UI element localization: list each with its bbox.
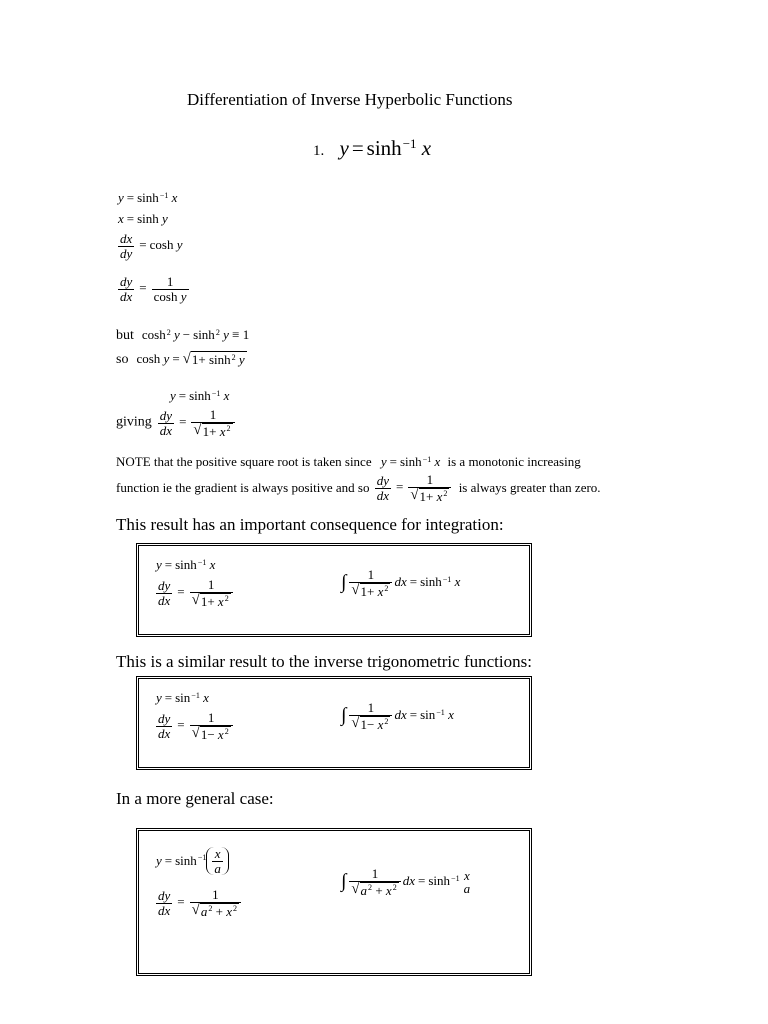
box1-int-rhs-pow: −1 — [442, 574, 452, 584]
box3-parentheses — [206, 847, 229, 875]
note-l2-post: is always greater than zero. — [458, 480, 601, 496]
note-rnum: 1 — [426, 472, 434, 487]
giving-word: giving — [116, 414, 152, 430]
box2-derivative — [154, 711, 235, 741]
d3-num: dx — [120, 231, 133, 246]
box1-integral — [341, 568, 460, 598]
page-title: Differentiation of Inverse Hyperbolic Functions — [187, 90, 513, 109]
box3-int-root-sign: √ — [351, 881, 360, 898]
box1-y: y — [156, 557, 162, 572]
box3-int-rad-x: x — [385, 882, 392, 898]
box3-int-rhs-den: a — [463, 881, 471, 897]
box1-root-sign: √ — [191, 592, 200, 609]
box3-derivative — [154, 888, 243, 918]
box2-pow: −1 — [191, 690, 200, 700]
so-fn: cosh — [136, 351, 161, 366]
box1-pow: −1 — [197, 557, 207, 567]
box1-int-rhs-fn: sinh — [420, 574, 442, 590]
box1-rad-var: x — [217, 593, 224, 609]
box3-num: dy — [158, 888, 171, 903]
box2-int-rad: 1− — [360, 716, 375, 732]
box2-integral-sign: ∫ — [341, 705, 347, 727]
box3-int-eq: = — [418, 873, 426, 889]
box3-pow: −1 — [197, 852, 207, 862]
but-word: but — [116, 328, 134, 343]
giving-eq: = — [179, 414, 187, 430]
so-var: y — [163, 351, 170, 366]
note-root-sign: √ — [410, 487, 419, 504]
but-v2: y — [223, 327, 229, 342]
box3-rad-x-pow: 2 — [232, 904, 238, 914]
box1-rad: 1+ — [200, 593, 215, 609]
d2-fn: sinh — [137, 211, 159, 226]
box2-rad-var: x — [217, 726, 224, 742]
box2-rad: 1− — [200, 726, 215, 742]
box2-rnum: 1 — [207, 710, 215, 725]
box2-deq: = — [177, 717, 185, 733]
d3-fn: cosh — [149, 237, 174, 253]
d4-rnum: 1 — [166, 274, 174, 289]
giving-top-fn: sinh — [189, 388, 211, 403]
note-line-1 — [116, 454, 581, 470]
d4-num: dy — [120, 274, 133, 289]
but-line — [116, 326, 249, 344]
so-root-sign: √ — [182, 351, 191, 367]
but-t1: cosh — [141, 327, 166, 342]
box3-y-line — [156, 847, 229, 875]
box1-int-rad: 1+ — [360, 583, 375, 599]
giving-top — [170, 388, 229, 404]
box1-int-num: 1 — [367, 567, 375, 582]
box3-y: y — [156, 853, 162, 869]
giving-line — [116, 408, 237, 438]
box1-var: x — [209, 557, 216, 572]
box2-int-root-sign: √ — [351, 715, 360, 732]
box1-derivative — [154, 578, 235, 608]
d2-eq: = — [126, 211, 135, 226]
box3-int-rhs-num: x — [463, 867, 470, 883]
so-rad-pow: 2 — [231, 352, 236, 362]
note-eq-pow: −1 — [422, 454, 432, 464]
so-rad-one: 1+ — [191, 352, 206, 368]
box3-den: dx — [158, 902, 171, 918]
d4-rden-fn: cosh — [153, 288, 178, 304]
giving-den: dx — [159, 422, 173, 438]
box2-int-eq: = — [409, 707, 418, 723]
box1-integral-sign: ∫ — [341, 572, 347, 594]
box1-int-dx: dx — [394, 574, 407, 590]
box2-int-rad-pow: 2 — [384, 717, 389, 727]
d4-rden-var: y — [180, 288, 187, 304]
heading-x: x — [421, 136, 432, 160]
box2-int-dx: dx — [394, 707, 407, 723]
giving-rad-var: x — [219, 423, 226, 439]
box1-int-rad-var: x — [377, 583, 384, 599]
derivation-line-3 — [116, 232, 183, 260]
giving-top-eq: = — [178, 388, 187, 403]
box3-rad-plus: + — [215, 903, 223, 919]
box3-rad-a: a — [200, 903, 208, 919]
box3-rad-x: x — [226, 903, 232, 919]
paragraph-trig: This is a similar result to the inverse trigonometric functions: — [116, 652, 532, 671]
note-rad-var: x — [436, 488, 443, 504]
note-l1-pre: NOTE that the positive square root is taken since — [116, 454, 372, 469]
box3-int-rad-a: a — [360, 882, 368, 898]
box1-int-root-sign: √ — [351, 582, 360, 599]
box1-num: dy — [158, 578, 171, 593]
so-radical — [183, 351, 247, 367]
giving-rad: 1+ — [202, 423, 217, 439]
so-eq: = — [172, 351, 180, 366]
box1-fn: sinh — [175, 557, 197, 572]
note-frac-eq: = — [395, 479, 404, 495]
d4-rhs-fraction — [152, 275, 189, 303]
d1-eq: = — [126, 190, 135, 205]
d2-var: y — [162, 211, 168, 226]
heading-pow: −1 — [402, 135, 417, 151]
paragraph-general: In a more general case: — [116, 789, 274, 808]
box2-y: y — [156, 690, 162, 705]
box1-int-rad-pow: 2 — [384, 584, 389, 594]
box1-deq: = — [177, 584, 185, 600]
box3-int-num: 1 — [371, 866, 379, 881]
so-rad-var: y — [238, 352, 245, 368]
but-v1: y — [174, 327, 180, 342]
but-ident: ≡ 1 — [232, 327, 250, 342]
box3-int-rad-a-pow: 2 — [368, 883, 373, 893]
so-word: so — [116, 352, 129, 367]
paragraph-integration: This result has an important consequence for integration: — [116, 515, 504, 534]
giving-fraction — [158, 409, 174, 437]
box3-int-dx: dx — [402, 873, 416, 889]
note-rad-pow: 2 — [443, 489, 448, 499]
box3-int-rhs-pow: −1 — [451, 873, 460, 883]
but-p2: 2 — [215, 327, 220, 337]
but-minus: − — [182, 327, 191, 342]
d3-eq: = — [139, 237, 147, 253]
box2-int-rhs-fn: sin — [420, 707, 436, 723]
note-line-2 — [116, 473, 601, 503]
result-box-general — [136, 828, 532, 976]
d1-lhs: y — [118, 190, 124, 205]
giving-rhs-fraction — [191, 408, 234, 438]
d3-var: y — [176, 237, 183, 253]
box3-rnum: 1 — [212, 887, 219, 902]
result-box-sinh — [136, 543, 532, 637]
result-box-sin — [136, 676, 532, 770]
box3-integral — [341, 867, 474, 897]
note-eq-lhs: y — [380, 454, 387, 469]
d3-fraction — [118, 232, 134, 260]
box3-pden: a — [214, 860, 221, 876]
box3-integral-sign: ∫ — [341, 871, 347, 893]
note-eq-var: x — [434, 454, 441, 469]
giving-top-pow: −1 — [211, 388, 221, 398]
heading-fn: sinh — [366, 136, 402, 160]
giving-top-lhs: y — [170, 388, 176, 403]
giving-rad-pow: 2 — [226, 424, 231, 434]
note-l2-pre: function ie the gradient is always positive and so — [116, 480, 370, 496]
d4-den: dx — [120, 288, 133, 304]
box3-eq: = — [164, 853, 173, 869]
box2-int-rhs-pow: −1 — [436, 707, 445, 717]
d1-pow: −1 — [159, 190, 169, 200]
box3-int-rad-x-pow: 2 — [392, 883, 397, 893]
but-t2: sinh — [193, 327, 215, 342]
section-heading — [313, 136, 431, 161]
box2-num: dy — [158, 711, 171, 726]
note-l1-post: is a monotonic increasing — [447, 454, 581, 469]
box2-den: dx — [158, 725, 171, 741]
section-number: 1. — [313, 143, 325, 159]
heading-equals: = — [351, 136, 364, 160]
derivation-line-1 — [118, 190, 177, 206]
d2-lhs: x — [118, 211, 124, 226]
d4-eq: = — [139, 280, 147, 296]
note-eq-fn: sinh — [399, 454, 422, 469]
box1-int-eq: = — [409, 574, 418, 590]
d3-den: dy — [120, 245, 133, 261]
box3-pnum: x — [214, 846, 221, 861]
box2-eq: = — [164, 690, 173, 705]
d4-fraction — [118, 275, 134, 303]
box2-int-rad-var: x — [377, 716, 384, 732]
but-p1: 2 — [166, 327, 171, 337]
box2-root-sign: √ — [191, 725, 200, 742]
box1-int-rhs-var: x — [454, 574, 461, 590]
box2-integral — [341, 701, 454, 731]
note-rad: 1+ — [419, 488, 434, 504]
derivation-line-4 — [116, 275, 191, 303]
d1-var: x — [171, 190, 178, 205]
note-den: dx — [376, 487, 389, 503]
d1-fn: sinh — [137, 190, 159, 205]
box1-y-line — [156, 557, 215, 573]
derivation-line-2 — [118, 211, 168, 227]
giving-root-sign: √ — [193, 422, 202, 439]
note-fraction — [375, 474, 391, 502]
box1-rnum: 1 — [207, 577, 215, 592]
box1-rad-pow: 2 — [224, 594, 229, 604]
box3-root-sign: √ — [191, 902, 200, 919]
box3-rad-a-pow: 2 — [208, 904, 213, 914]
box3-int-rad-plus: + — [375, 882, 383, 898]
note-num: dy — [376, 473, 389, 488]
giving-num: dy — [159, 408, 173, 423]
note-rhs-fraction — [408, 473, 451, 503]
giving-rnum: 1 — [209, 407, 217, 422]
box2-int-num: 1 — [367, 700, 375, 715]
so-rad-fn: sinh — [208, 352, 231, 368]
box3-deq: = — [177, 894, 185, 910]
note-eq: = — [389, 454, 397, 469]
box2-fn: sin — [175, 690, 191, 705]
heading-y: y — [339, 136, 349, 160]
box3-int-rhs-fn: sinh — [428, 873, 451, 889]
so-line — [116, 350, 247, 368]
box2-var: x — [203, 690, 209, 705]
box1-eq: = — [164, 557, 173, 572]
box1-den: dx — [158, 592, 171, 608]
box2-rad-pow: 2 — [224, 727, 229, 737]
box3-fn: sinh — [175, 853, 197, 869]
box2-y-line — [156, 690, 209, 706]
giving-top-var: x — [223, 388, 230, 403]
box2-int-rhs-var: x — [448, 707, 454, 723]
